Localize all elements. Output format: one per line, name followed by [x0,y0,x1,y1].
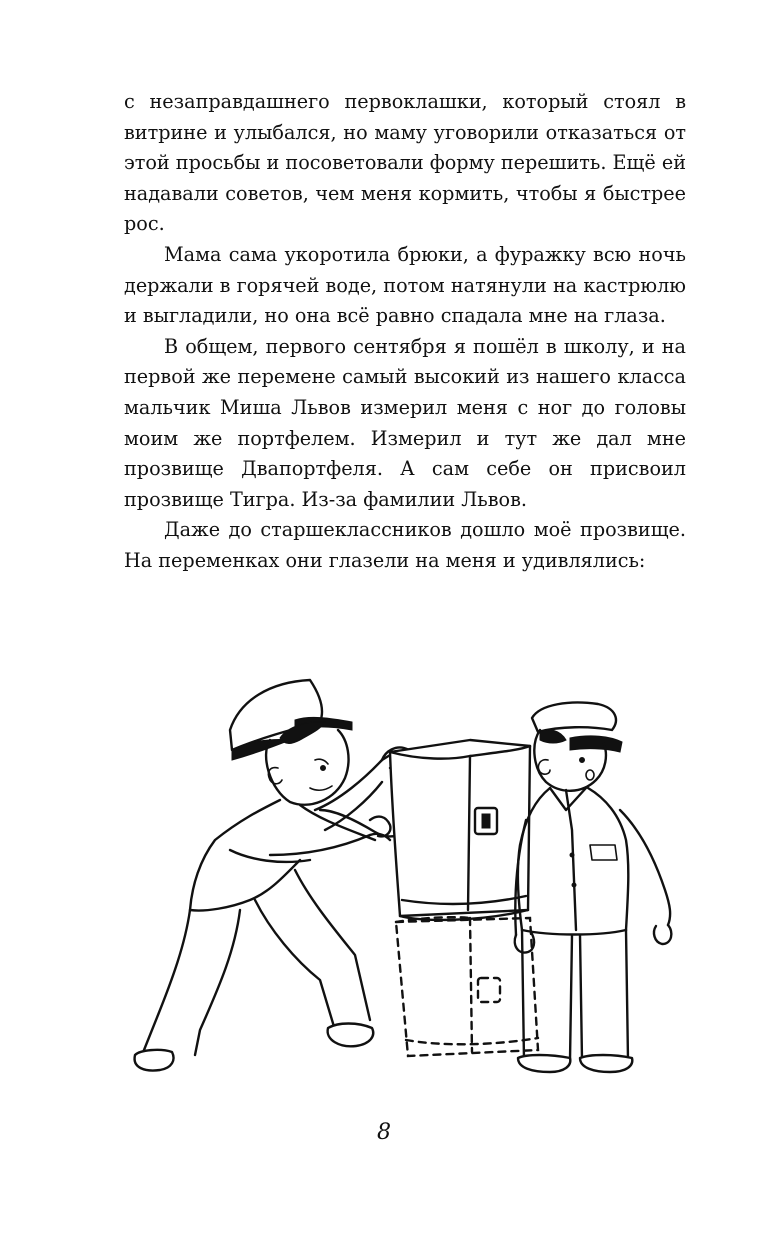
briefcase-raised [390,740,530,920]
paragraph-4: Даже до старшеклассников дошло моё прозвище. На переменках они глазели на меня и удивлялись: [124,518,686,572]
body-text [124,87,686,577]
paragraph-2: Мама сама укоротила брюки, а фуражку всю ночь держали в горячей воде, потом натянули на кастрюлю и выгладили, но она всё равно спадала мне на глаза. [124,242,686,328]
tall-boy-figure [135,680,414,1070]
boys-measuring-with-briefcase-illustration-icon [120,660,700,1100]
page-number: 8 [377,1120,391,1145]
paragraph-3: В общем, первого сентября я пошёл в школу, и на первой же перемене самый высокий из нашего класса мальчик Миша Львов измерил меня с ног до головы моим же портфелем. Измерил и тут же дал мне прозвище Двапортфеля. А сам себе он присвоил прозвище Тигра. Из-за фамилии Львов. [124,334,686,511]
paragraph-1: с незаправдашнего первоклашки, который стоял в витрине и улыбался, но маму уговорили отказаться от этой просьбы и посоветовали форму перешить. Ещё ей надавали советов, чем меня кормить, чтобы я быстрее рос. [124,90,686,236]
briefcase-dashed-outline [396,917,538,1056]
illustration [120,660,700,1100]
small-boy-figure [515,703,672,1072]
